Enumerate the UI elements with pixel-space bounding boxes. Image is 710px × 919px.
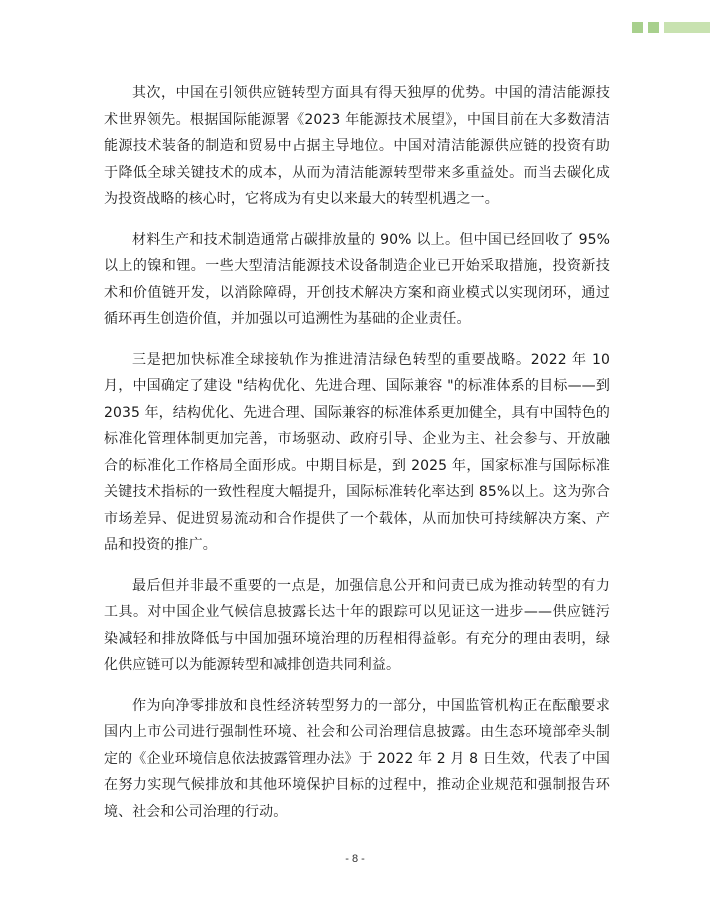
header-square-2 [648, 22, 659, 33]
paragraph-1: 其次，中国在引领供应链转型方面具有得天独厚的优势。中国的清洁能源技术世界领先。根据国际能源署《2023 年能源技术展望》，中国目前在大多数清洁能源技术装备的制造和贸易中占据主导地位。中国对清洁能源供应链的投资有助于降低全球关键技术的成本，从而为清洁能源转型带来多重益处。而当去碳化成为投资战略的核心时，它将成为有史以来最大的转型机遇之一。 [104, 85, 610, 207]
paragraph-3: 三是把加快标准全球接轨作为推进清洁绿色转型的重要战略。2022 年 10 月，中国确定了建设 "结构优化、先进合理、国际兼容 "的标准体系的目标——到 2035 年，结构优化、先进合理、国际兼容的标准体系更加健全，具有中国特色的标准化管理体制更加完善，市场驱动、政府引导、企业为主、社会参与、开放融合的标准化工作格局全面形成。中期目标是，到 2025 年，国家标准与国际标准关键技术指标的一致性程度大幅提升，国际标准转化率达到 85%以上。这为弥合市场差异、促进贸易流动和合作提供了一个载体，从而加快可持续解决方案、产品和投资的推广。 [104, 351, 610, 553]
page-number: - 8 - [345, 853, 365, 865]
paragraph-2: 材料生产和技术制造通常占碳排放量的 90% 以上。但中国已经回收了 95% 以上的镍和锂。一些大型清洁能源技术设备制造企业已开始采取措施，投资新技术和价值链开发，以消除障碍，开创技术解决方案和商业模式以实现闭环，通过循环再生创造价值，并加强以可追溯性为基础的企业责任。 [104, 231, 610, 327]
paragraph-4: 最后但并非最不重要的一点是，加强信息公开和问责已成为推动转型的有力工具。对中国企业气候信息披露长达十年的跟踪可以见证这一进步——供应链污染减轻和排放降低与中国加强环境治理的历程相得益彰。有充分的理由表明，绿化供应链可以为能源转型和减排创造共同利益。 [104, 577, 610, 673]
paragraph-5: 作为向净零排放和良性经济转型努力的一部分，中国监管机构正在酝酿要求国内上市公司进行强制性环境、社会和公司治理信息披露。由生态环境部牵头制定的《企业环境信息依法披露管理办法》于 2022 年 2 月 8 日生效，代表了中国在努力实现气候排放和其他环境保护目标的过程中，推动企业规范和强制报告环境、社会和公司治理的行动。 [104, 697, 610, 820]
body-text [104, 80, 610, 839]
header-bar [664, 22, 710, 33]
header-square-1 [632, 22, 643, 33]
header-decoration [632, 22, 710, 33]
